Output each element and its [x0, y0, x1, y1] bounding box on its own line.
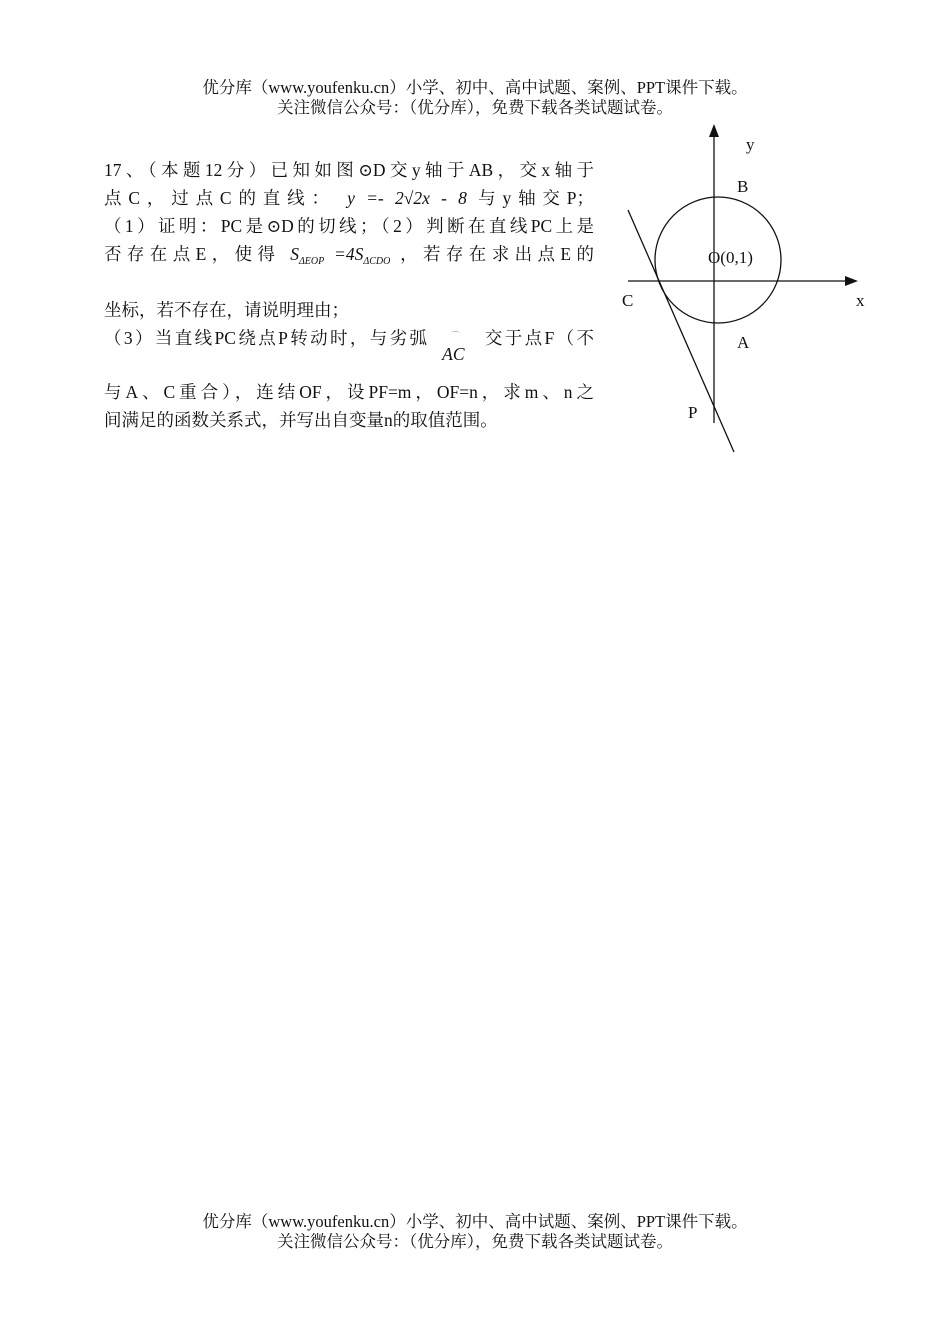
minor-arc-ac	[440, 324, 474, 364]
page-header	[0, 78, 950, 118]
footer-line-1: 优分库（www.youfenku.cn）小学、初中、高中试题、案例、PPT课件下载。	[202, 1212, 748, 1231]
area-s1: S	[290, 244, 299, 264]
problem-line-6-post: 交于点F（不	[484, 328, 595, 348]
label-b: B	[737, 177, 749, 196]
label-p: P	[688, 403, 698, 422]
area-mid: =4S	[334, 244, 364, 264]
line-equation: y =- 2√2x - 8	[347, 188, 467, 208]
area-sub-2: ΔCDO	[363, 256, 391, 267]
coordinate-diagram	[600, 118, 880, 458]
line-spacer-2	[104, 352, 594, 378]
problem-line-4-pre: 否存在点E，使得	[104, 244, 281, 264]
problem-line-6	[104, 324, 595, 364]
area-equation	[290, 244, 391, 267]
problem-line-4-post: ，若存在求出点E的	[400, 244, 595, 264]
label-o: O(0,1)	[708, 248, 753, 267]
arc-label: AC	[442, 344, 465, 364]
problem-line-5: 坐标，若不存在，请说明理由；	[104, 300, 349, 320]
problem-line-7: 与A、C重合），连结OF，设PF=m，OF=n，求m、n之	[104, 382, 594, 402]
problem-line-8: 间满足的函数关系式，并写出自变量n的取值范围。	[104, 410, 498, 430]
x-axis-arrow	[845, 276, 858, 286]
label-x: x	[856, 291, 865, 310]
label-c: C	[622, 291, 634, 310]
problem-line-3: （1）证明：PC是⊙D的切线；（2）判断在直线PC上是	[104, 216, 594, 236]
problem-line-2-pre: 点C，过点C的直线：	[104, 188, 336, 208]
problem-line-4	[104, 240, 594, 268]
arc-mark: ⌒	[451, 331, 461, 341]
tangent-line-pc	[628, 210, 734, 452]
header-line-2: 关注微信公众号：（优分库），免费下载各类试题试卷。	[277, 98, 673, 117]
y-axis-arrow	[709, 124, 719, 137]
label-y: y	[746, 135, 755, 154]
label-a: A	[737, 333, 750, 352]
line-spacer	[104, 268, 594, 296]
footer-line-2: 关注微信公众号：（优分库），免费下载各类试题试卷。	[277, 1232, 673, 1251]
header-line-1: 优分库（www.youfenku.cn）小学、初中、高中试题、案例、PPT课件下载。	[202, 78, 748, 97]
problem-line-2	[104, 184, 594, 212]
problem-line-6-pre: （3）当直线PC绕点P转动时，与劣弧	[104, 328, 430, 348]
page-footer	[0, 1212, 950, 1252]
problem-line-1: 17、（本题12分）已知如图⊙D交y轴于AB，交x轴于	[104, 160, 594, 180]
problem-line-2-post: 与y轴交P；	[478, 188, 595, 208]
area-sub-1: ΔEOP	[298, 256, 325, 267]
problem-17	[104, 156, 594, 434]
